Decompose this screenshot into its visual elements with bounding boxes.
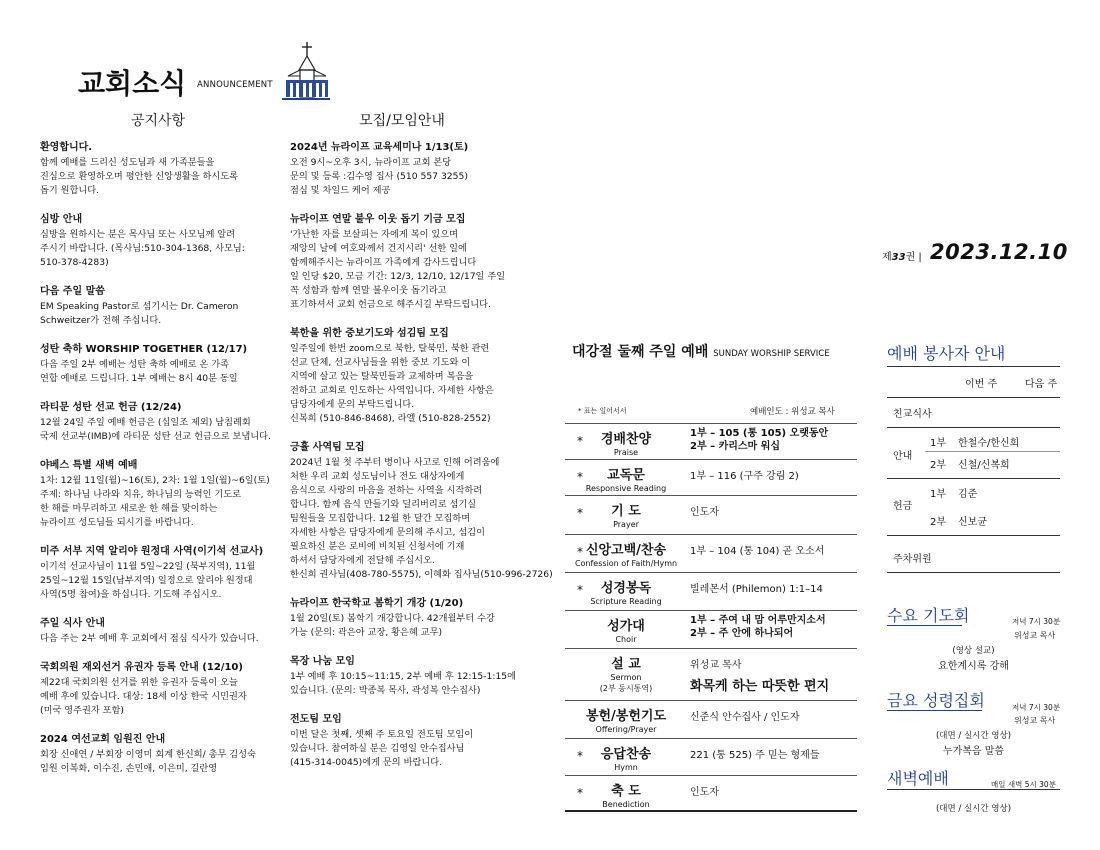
offering2-names: 신보균	[958, 517, 987, 528]
worship-item-name	[565, 577, 687, 606]
servants-title: 예배 봉사자 안내	[887, 344, 1006, 363]
article-line: 1부 예배 후 10:15~11:15, 2부 예배 후 12:15-1:15에	[290, 671, 517, 682]
worship-item-detail	[690, 749, 820, 762]
article-line: 다음 주일 2부 예배는 성탄 축하 예배로 온 가족	[40, 359, 229, 370]
article-line: 주시기 바랍니다. (목사님:510-304-1368, 사모님:	[40, 243, 245, 254]
wednesday-topic: 요한계시록 강해	[938, 661, 1009, 672]
worship-detail-line: 2부 – 주 안에 하나되어	[690, 628, 794, 639]
parking-label: 주차위원	[893, 554, 932, 565]
article-line: 지역에 살고 있는 탈북민들과 교제하며 복음을	[290, 371, 474, 382]
worship-item-en: Prayer	[613, 520, 639, 529]
dawn-time: 매일 새벽 5시 30분	[991, 780, 1056, 789]
worship-item-en: Scripture Reading	[590, 597, 662, 606]
article-line: 진심으로 환영하오며 평안한 신앙생활을 하시도록	[40, 171, 239, 182]
worship-item-en: Sermon	[610, 673, 642, 682]
article	[40, 282, 276, 328]
article-line: 합니다. 함께 음식 만들기와 딜리버리로 섬기실	[290, 499, 477, 510]
worship-item-en: Offering/Prayer	[595, 725, 657, 734]
article	[290, 324, 516, 426]
worship-item-name	[565, 615, 687, 644]
article-line: 12월 24일 주일 예배 헌금은 (십일조 제외) 남침례회	[40, 417, 251, 428]
worship-detail-line: 위성교 목사	[690, 660, 742, 671]
article-title: 환영합니다.	[40, 142, 93, 153]
article	[290, 710, 516, 770]
usher-label: 안내	[893, 451, 913, 462]
volume-number: 33	[891, 252, 906, 263]
friday-mode: (대면 / 실시간 영상)	[935, 731, 1012, 741]
issue-volume	[882, 248, 922, 263]
article	[40, 138, 276, 198]
article-title: 성탄 축하 WORSHIP TOGETHER (12/17)	[40, 344, 248, 355]
article-line: 이번 달은 첫째, 셋째 주 토요일 전도팀 모임이	[290, 729, 474, 740]
article-line: 음식으로 사랑의 마음을 전하는 사역을 시작하려	[290, 485, 483, 496]
worship-detail-line: 1부 – 주여 내 맘 어루만지소서	[690, 615, 826, 626]
worship-detail-line: 1부 – 104 (통 104) 곧 오소서	[690, 546, 825, 557]
article-title: 전도팀 모임	[290, 714, 342, 725]
usher1-part: 1부	[930, 438, 947, 449]
article-line: 회장 신애연 / 부회장 이영미 회계 한신희/ 총무 김성숙	[40, 749, 256, 760]
worship-item-ko: 신앙고백/찬송	[585, 543, 667, 558]
worship-item	[565, 738, 857, 776]
friday-speaker: 위성교 목사	[1014, 716, 1056, 725]
standing-star: *	[577, 545, 583, 559]
article-line: 표기하셔서 교회 헌금으로 해주시길 부탁드립니다.	[290, 299, 491, 310]
worship-item-detail	[690, 614, 826, 640]
worship-note: * 표는 일어서서	[578, 407, 627, 415]
article	[40, 542, 276, 602]
usher2-part: 2부	[930, 460, 947, 471]
friday-title: 금요 성령집회	[887, 691, 985, 710]
article-line: 이기석 선교사님이 11월 5일~22일 (북부지역), 11월	[40, 561, 256, 572]
article-line: 가능 (문의: 곽은아 교장, 황은혜 교무)	[290, 627, 443, 638]
worship-item-ko: 경배찬양	[600, 432, 652, 447]
offering1-part: 1부	[930, 489, 947, 500]
worship-item-en: Choir	[615, 635, 637, 644]
article-line: 연합 예배로 드립니다. 1부 예배는 8시 40분 동일	[40, 373, 238, 384]
worship-detail-line: 1부 – 116 (구주 강림 2)	[690, 471, 799, 482]
worship-item-en2: (2부 동시통역)	[599, 684, 653, 693]
article-line: 돕기 원합니다.	[40, 185, 100, 196]
worship-item-ko: 교독문	[607, 468, 645, 483]
servants-rule-top	[887, 366, 1060, 367]
article-line: 일 인당 $20, 모금 기간: 12/3, 12/10, 12/17일 주일	[290, 271, 506, 282]
worship-detail-line: 신준식 안수집사 / 인도자	[690, 712, 800, 723]
article-line: 사역(5명 참여)을 하십니다. 기도해 주십시오.	[40, 589, 222, 600]
worship-item	[565, 572, 857, 611]
notices-column	[40, 138, 276, 788]
offering2-part: 2부	[930, 517, 947, 528]
article-title: 2024년 뉴라이프 교육세미나 1/13(토)	[290, 142, 469, 153]
worship-leader: 예배인도 : 위성교 목사	[750, 407, 835, 417]
worship-detail-line: 221 (통 525) 주 믿는 형제들	[690, 750, 820, 761]
article-line: 2024년 1월 첫 주부터 병이나 사고로 인해 어려움에	[290, 457, 500, 468]
article	[290, 594, 516, 640]
standing-star: *	[577, 470, 583, 484]
sermon-title: 화목케 하는 따뜻한 편지	[690, 679, 830, 694]
article-line: 담당자에게 문의 부탁드립니다.	[290, 399, 415, 410]
standing-star: *	[577, 583, 583, 597]
article	[40, 210, 276, 270]
article	[40, 658, 276, 718]
article-line: 1월 20일(토) 봄학기 개강합니다. 42개월부터 수강	[290, 613, 495, 624]
next-week-label: 다음 주	[1025, 379, 1058, 390]
article-line: 처한 우리 교회 성도님이나 전도 대상자에게	[290, 471, 465, 482]
worship-item-name	[565, 500, 687, 529]
worship-item-name	[565, 464, 687, 493]
issue-date: 2023.12.10	[930, 240, 1068, 264]
article-title: 북한을 위한 중보기도와 섬김팀 모집	[290, 328, 449, 339]
worship-item-en: Hymn	[614, 763, 638, 772]
usher1-names: 한철수/한신희	[958, 438, 1020, 449]
article	[40, 456, 276, 530]
article-line: 예배 후에 있습니다. 대상: 18세 이상 한국 시민권자	[40, 691, 247, 702]
recruit-heading: 모집/모임안내	[359, 113, 445, 129]
worship-item-detail	[690, 711, 800, 724]
worship-detail-line: 빌레몬서 (Philemon) 1:1–14	[690, 584, 823, 595]
worship-detail-line: 인도자	[690, 507, 719, 518]
article-line: 심방을 원하시는 분은 목사님 또는 사모님께 알려	[40, 229, 236, 240]
article-title: 2024 여선교회 임원진 안내	[40, 734, 166, 745]
worship-item	[565, 423, 857, 460]
article-title: 목장 나눔 모임	[290, 656, 355, 667]
worship-item-name	[565, 428, 687, 457]
worship-item	[565, 700, 857, 739]
worship-item	[565, 534, 857, 573]
volume-prefix: 제	[882, 252, 892, 263]
article-line: 문의 및 등록 :김수영 집사 (510 557 3255)	[290, 171, 468, 182]
article-line: 있습니다. (문의: 박종복 목사, 곽성복 안수집사)	[290, 685, 481, 696]
friday-time: 저녁 7시 30분	[1012, 703, 1061, 712]
article-line: 510-378-4283)	[40, 257, 109, 268]
worship-bottom-rule	[565, 810, 857, 812]
worship-detail-line: 1부 – 105 (통 105) 오랫동안	[690, 428, 829, 439]
article-line: 하셔서 담당자에게 전달해 주십시오.	[290, 555, 435, 566]
worship-item-name	[565, 653, 687, 694]
article-line: 자세한 사항은 담당자에게 문의해 주시고, 섬김이	[290, 527, 486, 538]
article-line: EM Speaking Pastor로 섬기시는 Dr. Cameron	[40, 301, 239, 312]
worship-item-name	[565, 539, 687, 568]
servants-rule-2b	[925, 451, 1060, 452]
article-line: 임원 이복화, 이수진, 손민애, 이은미, 길란영	[40, 763, 218, 774]
worship-item-en: Benediction	[602, 800, 650, 809]
article-line: (미국 영주권자 포함)	[40, 705, 125, 716]
article-line: 신복희 (510-846-8468), 라엘 (510-828-2552)	[290, 413, 491, 424]
worship-item	[565, 648, 857, 701]
worship-item-en: Praise	[613, 448, 639, 457]
article	[290, 210, 516, 312]
article-line: 함께 예배를 드리신 성도님과 새 가족분들을	[40, 157, 215, 168]
article-line: 한신희 권사님(408-780-5575), 이혜화 집사님(510-996-2726)	[290, 569, 553, 580]
article-line: 팀원들을 모집합니다. 12월 한 달간 모집하며	[290, 513, 471, 524]
article-title: 긍휼 사역팀 모집	[290, 442, 365, 453]
worship-item-en: Confession of Faith/Hymn	[574, 559, 678, 568]
worship-item-detail	[690, 506, 719, 519]
standing-star: *	[577, 786, 583, 800]
servants-rule-1	[887, 397, 1060, 398]
notices-heading: 공지사항	[130, 113, 186, 129]
offering-label: 헌금	[893, 501, 913, 512]
servants-rule-5	[887, 572, 1060, 573]
article	[290, 138, 516, 198]
worship-item-ko: 설 교	[611, 657, 641, 672]
article-line: 제22대 국회의원 선거를 위한 유권자 등록이 오늘	[40, 677, 238, 688]
article-title: 라티문 성탄 선교 헌금 (12/24)	[40, 402, 182, 413]
article-line: '가난한 자를 보살피는 자에게 복이 있으며	[290, 229, 459, 240]
article-line: 오전 9시~오후 3시, 뉴라이프 교회 본당	[290, 157, 452, 168]
article-line: 국제 선교부(IMB)에 라티문 성탄 선교 헌금으로 보냅니다.	[40, 431, 271, 442]
wednesday-mode: (영상 설교)	[952, 646, 995, 656]
article-line: 재앙의 날에 여호와께서 건지시리' 선한 일에	[290, 243, 467, 254]
article-title: 국회의원 재외선거 유권자 등록 안내 (12/10)	[40, 662, 243, 673]
article-line: 꼭 성함과 함께 연말 불우이웃 돕기라고	[290, 285, 447, 296]
article-line: Schweitzer가 전해 주십니다.	[40, 315, 162, 326]
volume-suffix: 권 |	[905, 252, 922, 263]
worship-title-en: SUNDAY WORSHIP SERVICE	[713, 349, 830, 359]
article-line: 선교 단체, 선교사님들을 위한 중보 기도와 이	[290, 357, 471, 368]
article-line: 주제: 하나님 나라와 치유, 하나님의 능력인 기도로	[40, 489, 242, 500]
worship-item-detail	[690, 659, 829, 693]
article-line: 필요하신 분은 로비에 비치된 신청서에 기재	[290, 541, 465, 552]
article	[40, 614, 276, 646]
article-line: 25일~12월 15일(남부지역) 일정으로 알리야 원정대	[40, 575, 253, 586]
worship-item-ko: 응답찬송	[600, 747, 652, 762]
article-title: 야베스 특별 새벽 예배	[40, 460, 138, 471]
article-line: 한 해를 마무리하고 새로운 한 해를 맞이하는	[40, 503, 218, 514]
wednesday-title: 수요 기도회	[887, 606, 970, 625]
article-title: 심방 안내	[40, 214, 83, 225]
header-rule	[282, 98, 330, 100]
dawn-mode: (대면 / 실시간 영상)	[935, 804, 1012, 814]
worship-item-detail	[690, 427, 828, 453]
standing-star: *	[577, 434, 583, 448]
greeting-label: 친교식사	[893, 409, 932, 420]
worship-item	[565, 495, 857, 535]
worship-title-ko: 대강절 둘째 주일 예배	[572, 344, 709, 360]
worship-item-detail	[690, 470, 799, 483]
article	[40, 398, 276, 444]
worship-item	[565, 610, 857, 649]
friday-topic: 누가복음 말씀	[942, 746, 1005, 757]
worship-item-detail	[690, 583, 823, 596]
article-line: 전하고 교회로 인도하는 사역입니다. 자세한 사항은	[290, 385, 494, 396]
article-title: 주일 식사 안내	[40, 618, 105, 629]
offering1-names: 김준	[958, 489, 978, 500]
worship-item-name	[565, 705, 687, 734]
article-line: (415-314-0045)에게 문의 바랍니다.	[290, 757, 443, 768]
article-line: 뉴라이프 성도님들 되시기를 바랍니다.	[40, 517, 194, 528]
article	[40, 340, 276, 386]
article-line: 점심 및 차일드 케어 제공	[290, 185, 391, 196]
worship-item-detail	[690, 545, 824, 558]
article-title: 뉴라이프 연말 불우 이웃 돕기 기금 모집	[290, 214, 466, 225]
this-week-label: 이번 주	[965, 379, 998, 390]
worship-item	[565, 775, 857, 811]
article	[40, 730, 276, 776]
worship-item-en: Responsive Reading	[585, 484, 667, 493]
servants-rule-2	[887, 427, 1060, 428]
worship-detail-line: 2부 – 카리스마 워십	[690, 441, 781, 452]
worship-item-ko: 성경봉독	[600, 581, 652, 596]
worship-item-ko: 성가대	[607, 619, 645, 634]
page-subtitle: ANNOUNCEMENT	[197, 80, 273, 90]
worship-item-name	[565, 743, 687, 772]
article	[290, 438, 553, 582]
wednesday-time: 저녁 7시 30분	[1012, 617, 1061, 626]
worship-item-ko: 축 도	[611, 784, 641, 799]
worship-item-ko: 봉헌/봉헌기도	[585, 709, 667, 724]
article	[290, 652, 516, 698]
recruit-column	[290, 138, 553, 782]
dawn-title: 새벽예배	[887, 769, 949, 788]
article-line: 1차: 12월 11일(월)~16(토), 2차: 1월 1일(월)~6일(토)	[40, 475, 270, 486]
article-line: 일주일에 한번 zoom으로 북한, 탈북민, 북한 관련	[290, 343, 490, 354]
worship-item-ko: 기 도	[611, 504, 641, 519]
worship-item-name	[565, 780, 687, 809]
worship-item-detail	[690, 786, 719, 799]
standing-star: *	[577, 749, 583, 763]
standing-star: *	[577, 506, 583, 520]
article-line: 있습니다. 참여하실 분은 김영일 안수집사님	[290, 743, 465, 754]
article-title: 미주 서부 지역 알리야 원정대 사역(이기석 선교사)	[40, 546, 264, 557]
worship-title	[572, 341, 830, 361]
servants-rule-4	[887, 535, 1060, 536]
page-title: 교회소식	[78, 67, 187, 100]
servants-rule-3	[887, 478, 1060, 479]
article-line: 함께해주시는 뉴라이프 가족에게 감사드립니다	[290, 257, 477, 268]
usher2-names: 신철/신복희	[958, 460, 1010, 471]
article-title: 뉴라이프 한국학교 봄학기 개강 (1/20)	[290, 598, 464, 609]
wednesday-rule	[887, 625, 962, 626]
friday-rule	[887, 710, 982, 711]
wednesday-speaker: 위성교 목사	[1014, 631, 1056, 640]
worship-item	[565, 459, 857, 496]
worship-detail-line: 인도자	[690, 787, 719, 798]
article-title: 다음 주일 말씀	[40, 286, 105, 297]
church-icon	[284, 42, 330, 98]
article-line: 다음 주는 2부 예배 후 교회에서 점심 식사가 있습니다.	[40, 633, 259, 644]
